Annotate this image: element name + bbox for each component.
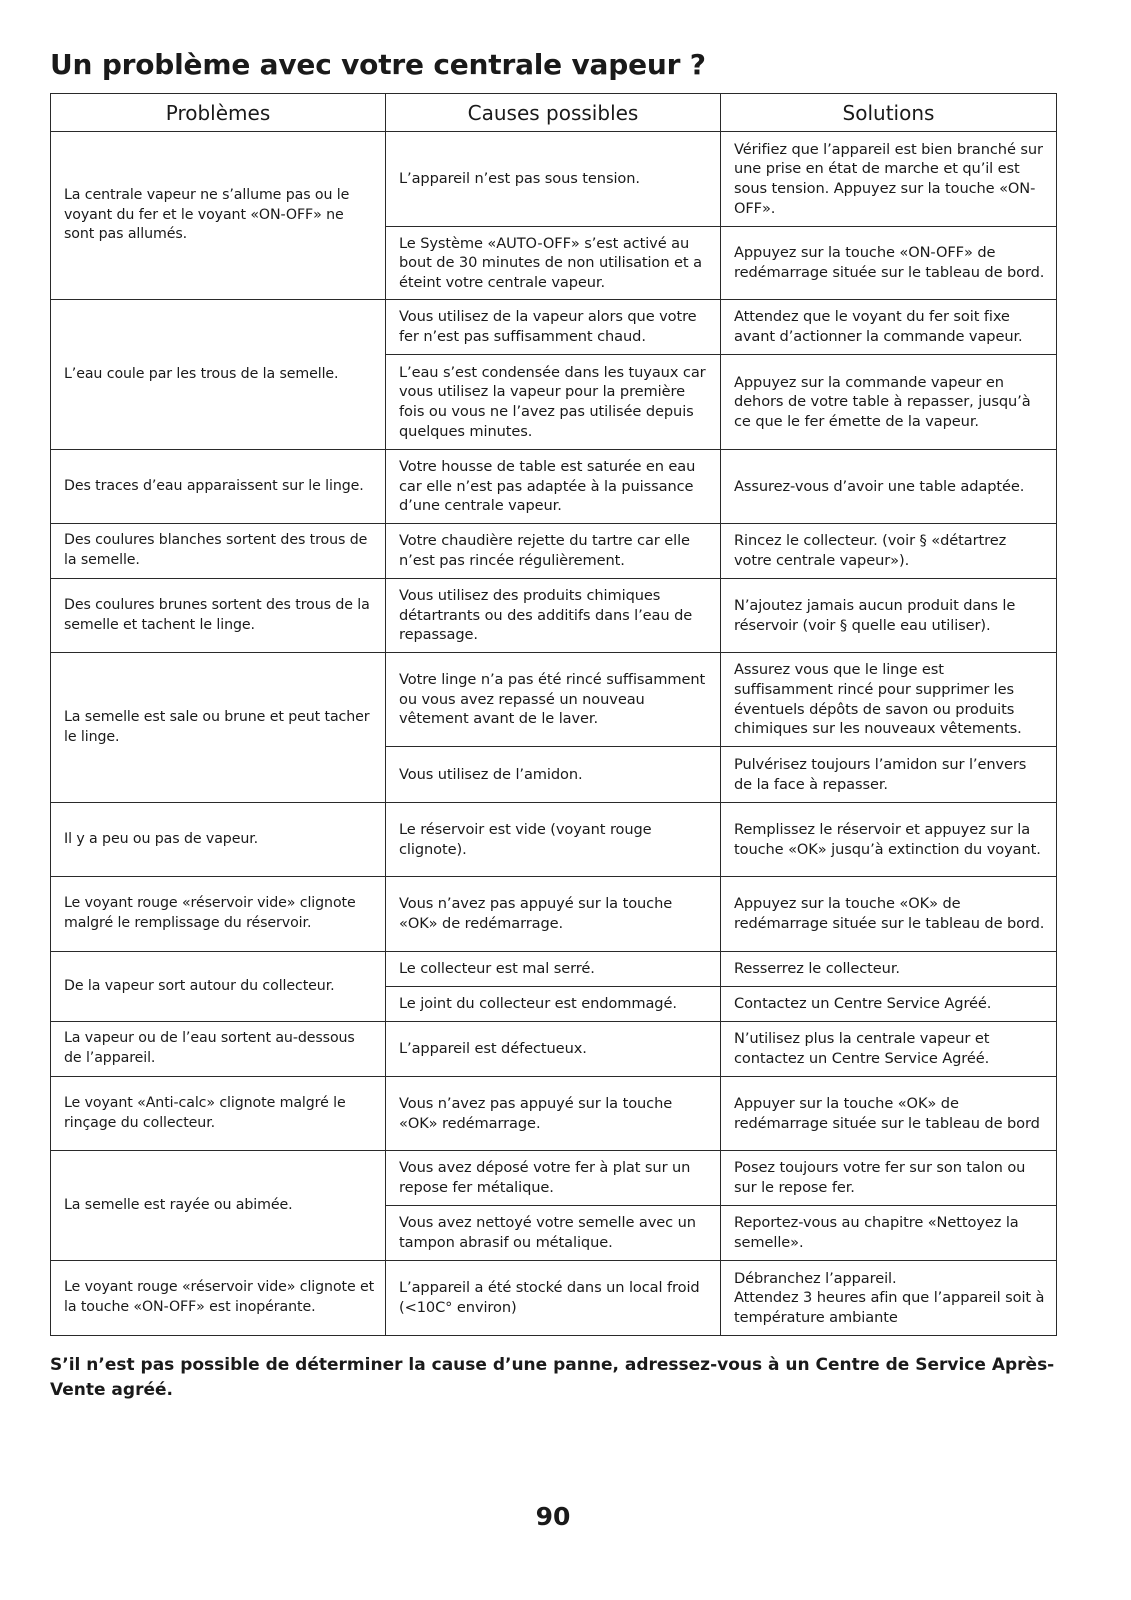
- column-header-causes: Causes possibles: [386, 94, 721, 132]
- solution-cell: Assurez-vous d’avoir une table adaptée.: [721, 450, 1057, 524]
- cause-cell: Votre chaudière rejette du tartre car elle n’est pas rincée régulièrement.: [386, 524, 721, 579]
- table-row: [51, 803, 1057, 877]
- table-row: [51, 1151, 1057, 1206]
- table-row: [51, 1261, 1057, 1336]
- table-row: [51, 877, 1057, 952]
- cause-cell: L’appareil est défectueux.: [386, 1022, 721, 1077]
- solution-cell: N’utilisez plus la centrale vapeur et contactez un Centre Service Agréé.: [721, 1022, 1057, 1077]
- problem-cell: Le voyant rouge «réservoir vide» clignote et la touche «ON-OFF» est inopérante.: [51, 1261, 386, 1336]
- problem-cell: Le voyant rouge «réservoir vide» clignote malgré le remplissage du réservoir.: [51, 877, 386, 952]
- solution-cell: Rincez le collecteur. (voir § «détartrez votre centrale vapeur»).: [721, 524, 1057, 579]
- solution-cell: Débranchez l’appareil. Attendez 3 heures afin que l’appareil soit à température ambiante: [721, 1261, 1057, 1336]
- cause-cell: Vous n’avez pas appuyé sur la touche «OK» de redémarrage.: [386, 877, 721, 952]
- problem-cell: Il y a peu ou pas de vapeur.: [51, 803, 386, 877]
- table-row: [51, 524, 1057, 579]
- table-row: [51, 450, 1057, 524]
- footer-note: S’il n’est pas possible de déterminer la cause d’une panne, adressez-vous à un Centre de Service Après-Vente agréé.: [50, 1355, 1055, 1400]
- table-row: [51, 952, 1057, 987]
- solution-cell: Assurez vous que le linge est suffisamment rincé pour supprimer les éventuels dépôts de savon ou produits chimiques sur les nouveaux vêtements.: [721, 653, 1057, 747]
- cause-cell: L’appareil n’est pas sous tension.: [386, 132, 721, 227]
- problem-cell: La vapeur ou de l’eau sortent au-dessous de l’appareil.: [51, 1022, 386, 1077]
- cause-cell: Le réservoir est vide (voyant rouge clignote).: [386, 803, 721, 877]
- solution-cell: Contactez un Centre Service Agréé.: [721, 987, 1057, 1022]
- solution-cell: Appuyez sur la touche «ON-OFF» de redémarrage située sur le tableau de bord.: [721, 227, 1057, 300]
- troubleshooting-table: [50, 93, 1057, 1336]
- solution-cell: Posez toujours votre fer sur son talon ou sur le repose fer.: [721, 1151, 1057, 1206]
- cause-cell: L’eau s’est condensée dans les tuyaux car vous utilisez la vapeur pour la première fois ou vous ne l’avez pas utilisée depuis quelques minutes.: [386, 355, 721, 450]
- cause-cell: Votre linge n’a pas été rincé suffisamment ou vous avez repassé un nouveau vêtement avant de le laver.: [386, 653, 721, 747]
- cause-cell: Vous n’avez pas appuyé sur la touche «OK» redémarrage.: [386, 1077, 721, 1151]
- solution-cell: Attendez que le voyant du fer soit fixe avant d’actionner la commande vapeur.: [721, 300, 1057, 355]
- solution-cell: N’ajoutez jamais aucun produit dans le réservoir (voir § quelle eau utiliser).: [721, 579, 1057, 653]
- problem-cell: Des traces d’eau apparaissent sur le linge.: [51, 450, 386, 524]
- table-header-row: [51, 94, 1057, 132]
- table-row: [51, 132, 1057, 227]
- cause-cell: Vous avez déposé votre fer à plat sur un repose fer métalique.: [386, 1151, 721, 1206]
- solution-cell: Vérifiez que l’appareil est bien branché sur une prise en état de marche et qu’il est sous tension. Appuyez sur la touche «ON-OFF».: [721, 132, 1057, 227]
- problem-cell: La semelle est sale ou brune et peut tacher le linge.: [51, 653, 386, 803]
- solution-cell: Appuyer sur la touche «OK» de redémarrage située sur le tableau de bord: [721, 1077, 1057, 1151]
- solution-cell: Appuyez sur la commande vapeur en dehors de votre table à repasser, jusqu’à ce que le fer émette de la vapeur.: [721, 355, 1057, 450]
- cause-cell: Vous avez nettoyé votre semelle avec un tampon abrasif ou métalique.: [386, 1206, 721, 1261]
- cause-cell: Le Système «AUTO-OFF» s’est activé au bout de 30 minutes de non utilisation et a éteint votre centrale vapeur.: [386, 227, 721, 300]
- problem-cell: Des coulures blanches sortent des trous de la semelle.: [51, 524, 386, 579]
- solution-cell: Pulvérisez toujours l’amidon sur l’envers de la face à repasser.: [721, 747, 1057, 803]
- table-row: [51, 579, 1057, 653]
- cause-cell: Votre housse de table est saturée en eau car elle n’est pas adaptée à la puissance d’une centrale vapeur.: [386, 450, 721, 524]
- column-header-solutions: Solutions: [721, 94, 1057, 132]
- page-title: Un problème avec votre centrale vapeur ?: [50, 48, 706, 81]
- page-number: 90: [535, 1502, 571, 1531]
- problem-cell: Le voyant «Anti-calc» clignote malgré le rinçage du collecteur.: [51, 1077, 386, 1151]
- table-row: [51, 653, 1057, 747]
- problem-cell: De la vapeur sort autour du collecteur.: [51, 952, 386, 1022]
- column-header-problems: Problèmes: [51, 94, 386, 132]
- table-body: [51, 132, 1057, 1336]
- solution-cell: Resserrez le collecteur.: [721, 952, 1057, 987]
- cause-cell: Vous utilisez des produits chimiques détartrants ou des additifs dans l’eau de repassage.: [386, 579, 721, 653]
- cause-cell: Le collecteur est mal serré.: [386, 952, 721, 987]
- cause-cell: Vous utilisez de l’amidon.: [386, 747, 721, 803]
- cause-cell: L’appareil a été stocké dans un local froid (<10C° environ): [386, 1261, 721, 1336]
- problem-cell: La semelle est rayée ou abimée.: [51, 1151, 386, 1261]
- table-row: [51, 1077, 1057, 1151]
- problem-cell: Des coulures brunes sortent des trous de la semelle et tachent le linge.: [51, 579, 386, 653]
- problem-cell: La centrale vapeur ne s’allume pas ou le voyant du fer et le voyant «ON-OFF» ne sont pas allumés.: [51, 132, 386, 300]
- cause-cell: Vous utilisez de la vapeur alors que votre fer n’est pas suffisamment chaud.: [386, 300, 721, 355]
- solution-cell: Remplissez le réservoir et appuyez sur la touche «OK» jusqu’à extinction du voyant.: [721, 803, 1057, 877]
- solution-cell: Reportez-vous au chapitre «Nettoyez la semelle».: [721, 1206, 1057, 1261]
- table-row: [51, 300, 1057, 355]
- table-row: [51, 1022, 1057, 1077]
- problem-cell: L’eau coule par les trous de la semelle.: [51, 300, 386, 450]
- cause-cell: Le joint du collecteur est endommagé.: [386, 987, 721, 1022]
- solution-cell: Appuyez sur la touche «OK» de redémarrage située sur le tableau de bord.: [721, 877, 1057, 952]
